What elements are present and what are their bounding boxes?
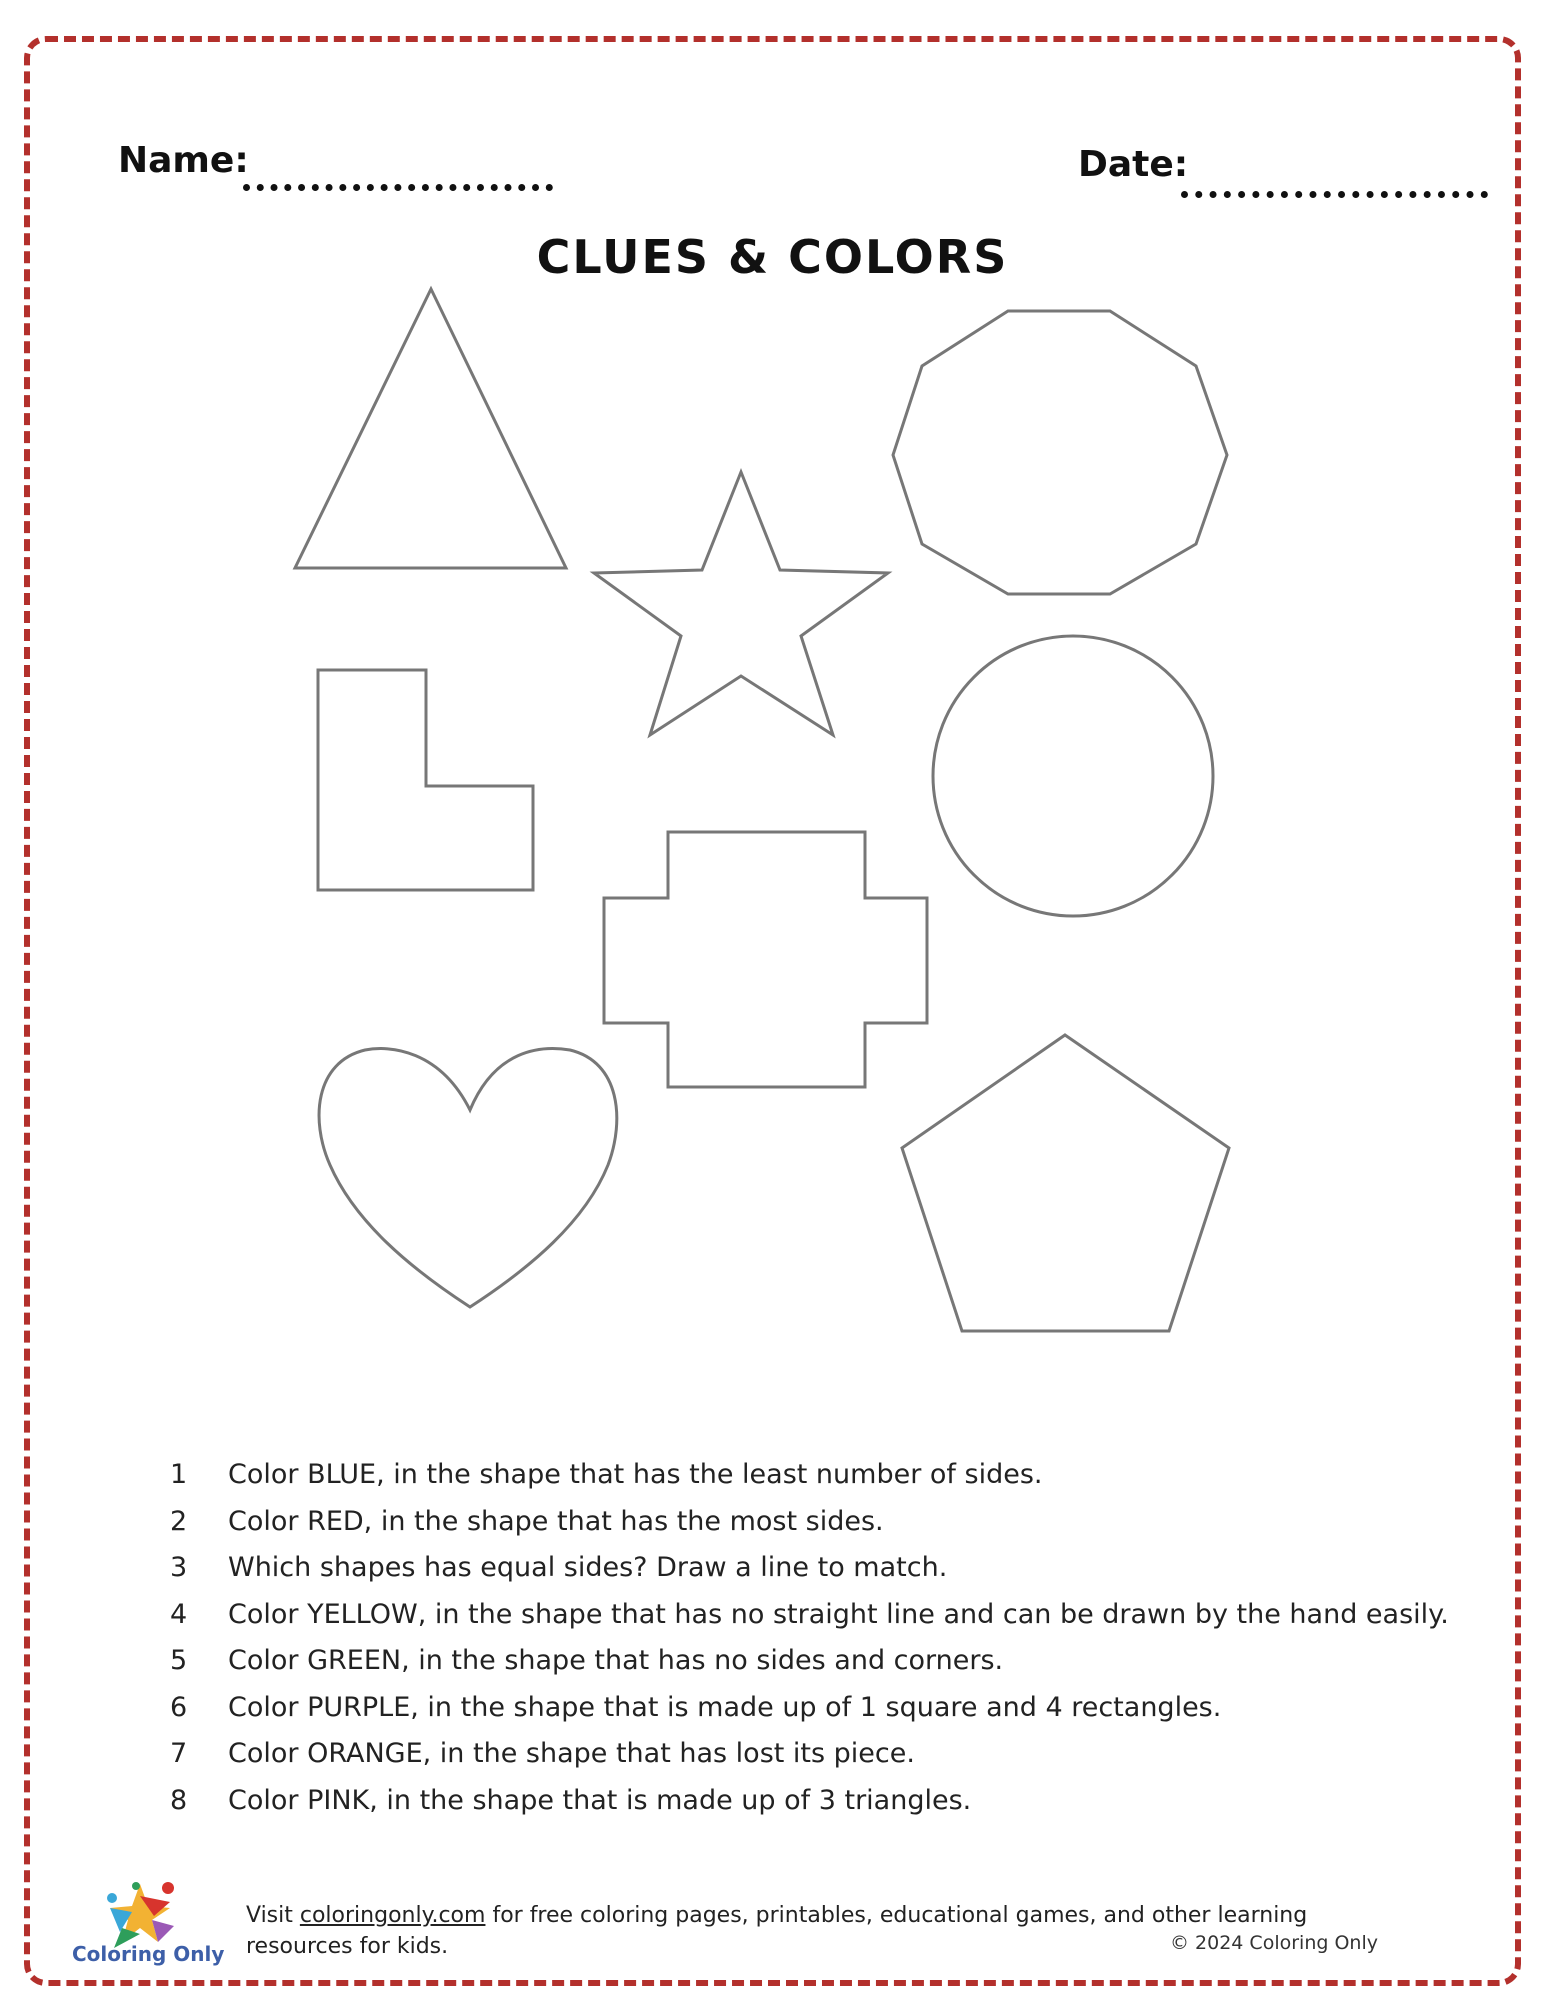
clue-text: Color RED, in the shape that has the most sides. [228, 1505, 884, 1537]
decagon-shape [893, 311, 1227, 594]
clue-number: 3 [170, 1552, 188, 1583]
clue-item [170, 1778, 1449, 1825]
circle-shape [933, 636, 1213, 916]
clue-text: Color BLUE, in the shape that has the least number of sides. [228, 1459, 1043, 1490]
clue-item [170, 1685, 1449, 1732]
clue-text: Color PINK, in the shape that is made up of 3 triangles. [228, 1784, 972, 1816]
clue-text: Color YELLOW, in the shape that has no straight line and can be drawn by the hand easily. [228, 1598, 1449, 1630]
clues-list [170, 1452, 1449, 1824]
clue-item [170, 1545, 1449, 1592]
logo-text: Coloring Only [72, 1942, 225, 1966]
heart-shape [319, 1049, 617, 1307]
footer-visit-suffix: for free coloring pages, printables, educational games, and other learning resources for kids. [246, 1903, 1308, 1959]
copyright-text: © 2024 Coloring Only [1170, 1932, 1378, 1954]
clue-item [170, 1731, 1449, 1778]
clue-number: 6 [170, 1691, 188, 1723]
triangle-shape [295, 289, 566, 568]
footer-visit-prefix: Visit [246, 1903, 300, 1928]
clue-number: 4 [170, 1598, 188, 1630]
clue-number: 8 [170, 1784, 188, 1816]
clue-text: Color GREEN, in the shape that has no sides and corners. [228, 1645, 1004, 1676]
worksheet-title: CLUES & COLORS [536, 230, 1009, 284]
clue-text: Which shapes has equal sides? Draw a line to match. [228, 1552, 948, 1583]
clue-number: 1 [170, 1459, 188, 1490]
clue-number: 7 [170, 1738, 188, 1769]
clue-number: 2 [170, 1505, 188, 1537]
pentagon-shape [902, 1035, 1229, 1331]
coloringonly-link[interactable]: coloringonly.com [299, 1903, 486, 1928]
clue-item [170, 1638, 1449, 1685]
clue-number: 5 [170, 1645, 188, 1676]
clue-item [170, 1592, 1449, 1639]
clue-item [170, 1499, 1449, 1546]
star-shape [594, 472, 888, 735]
l-shape [318, 670, 533, 890]
name-label: Name: [118, 140, 249, 181]
cross-shape [604, 832, 927, 1087]
clue-item [170, 1452, 1449, 1499]
date-label: Date: [1078, 144, 1189, 185]
clue-text: Color ORANGE, in the shape that has lost its piece. [228, 1738, 915, 1769]
clue-text: Color PURPLE, in the shape that is made up of 1 square and 4 rectangles. [228, 1691, 1222, 1723]
